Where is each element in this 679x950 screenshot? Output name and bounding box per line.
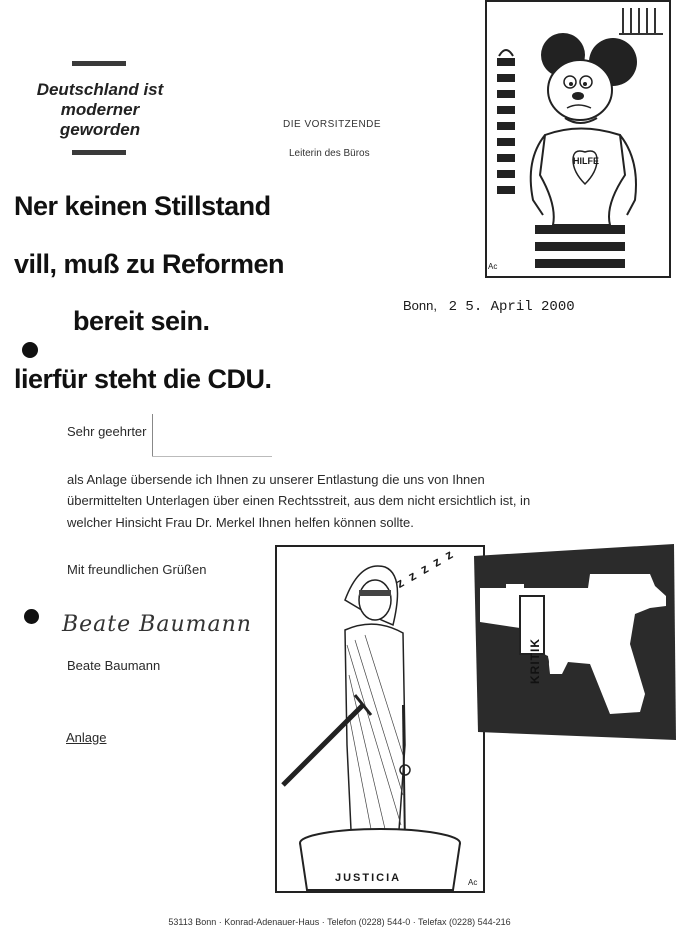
cartoon-gun bbox=[470, 544, 678, 744]
body-line-2: übermittelten Unterlagen über einen Rechtsstreit, aus dem nicht ersichtlich ist, in bbox=[67, 493, 531, 508]
cartoon-mouse-drawing bbox=[485, 0, 671, 278]
slogan-line-1: Deutschland ist bbox=[36, 80, 164, 99]
justice-pedestal-label: JUSTICIA bbox=[335, 872, 402, 884]
slogan-line-2: moderner bbox=[60, 100, 140, 119]
headline-line-4: lierfür steht die CDU. bbox=[14, 364, 272, 394]
date-line bbox=[403, 298, 575, 315]
body-line-3: welcher Hinsicht Frau Dr. Merkel Ihnen helfen können sollte. bbox=[67, 515, 414, 530]
slogan-line-3: geworden bbox=[59, 120, 141, 139]
cartoon-mouse bbox=[485, 0, 671, 278]
address-window-mark-bottom bbox=[152, 456, 272, 457]
office-role: Leiterin des Büros bbox=[289, 148, 370, 159]
slogan-top-bar bbox=[72, 61, 126, 66]
mouse-heart-label: HILFE bbox=[573, 156, 599, 166]
headline-line-2: vill, muß zu Reformen bbox=[14, 249, 285, 279]
enclosure-link[interactable]: Anlage bbox=[66, 730, 107, 745]
headline-line-3: bereit sein. bbox=[73, 306, 210, 336]
cartoon-gun-drawing bbox=[470, 544, 678, 744]
salutation: Sehr geehrter bbox=[67, 424, 147, 439]
bullet-dot bbox=[22, 342, 38, 358]
office-title: DIE VORSITZENDE bbox=[283, 119, 382, 130]
mouse-artist-initials: Ac bbox=[488, 262, 498, 271]
signer-name: Beate Baumann bbox=[67, 658, 161, 673]
footer-address: 53113 Bonn · Konrad-Adenauer-Haus · Telefon (0228) 544-0 · Telefax (0228) 544-216 bbox=[168, 917, 511, 927]
slogan-bottom-bar bbox=[72, 150, 126, 155]
signature: Beate Baumann bbox=[62, 612, 252, 637]
body-line-1: als Anlage übersende ich Ihnen zu unserer Entlastung die uns von Ihnen bbox=[67, 472, 485, 487]
justice-artist-initials: Ac bbox=[468, 878, 478, 887]
cartoon-justice bbox=[275, 545, 485, 893]
gun-label: KRITIK bbox=[528, 638, 542, 684]
closing: Mit freundlichen Grüßen bbox=[67, 562, 207, 577]
justice-zzz: z z z z z bbox=[393, 545, 458, 591]
slogan bbox=[20, 80, 180, 140]
bullet-dot-2 bbox=[24, 609, 39, 624]
date-value: 2 5. April 2000 bbox=[448, 299, 575, 315]
address-window-mark bbox=[152, 414, 153, 456]
headline-line-1: Ner keinen Stillstand bbox=[14, 191, 271, 221]
date-place: Bonn, bbox=[403, 298, 437, 313]
cartoon-justice-drawing bbox=[275, 545, 485, 893]
